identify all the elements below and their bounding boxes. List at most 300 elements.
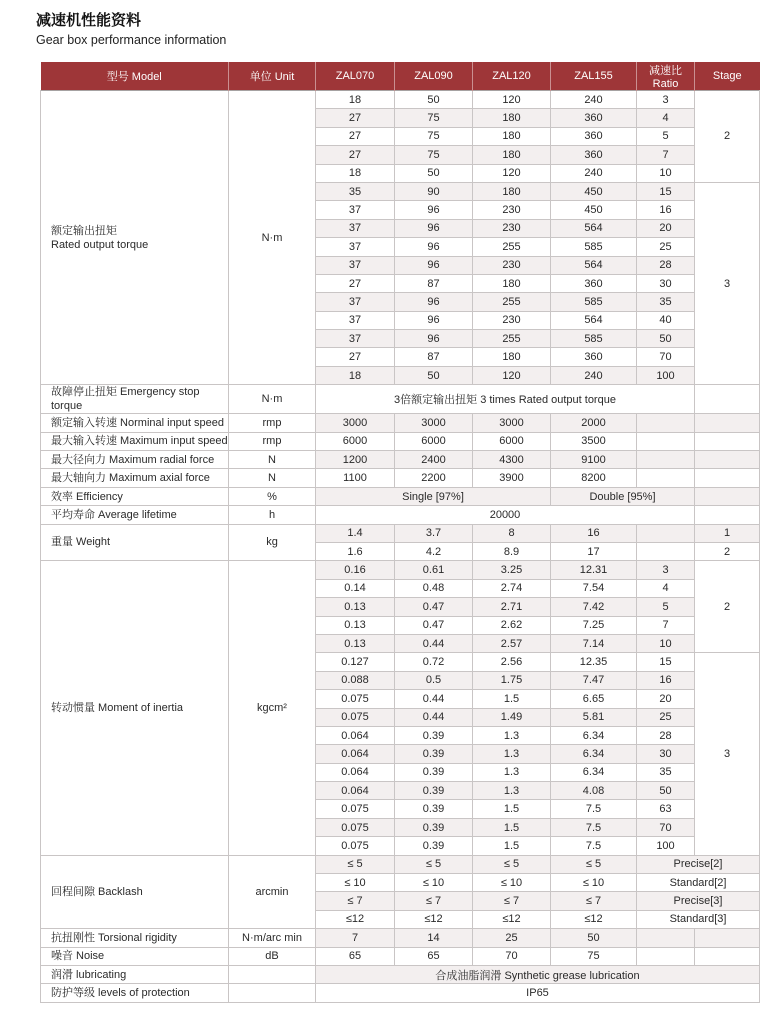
ratio-cell: 5: [637, 127, 695, 145]
table-row: [41, 965, 760, 983]
span-value-cell: IP65: [316, 984, 760, 1002]
row-label-weight: 重量 Weight: [41, 524, 229, 561]
ratio-cell: 20: [637, 219, 695, 237]
ratio-cell: 16: [637, 201, 695, 219]
span-value-cell: Double [95%]: [551, 487, 695, 505]
unit-cell-backlash: arcmin: [229, 855, 316, 929]
value-cell: 0.39: [395, 726, 473, 744]
value-cell: ≤ 5: [551, 855, 637, 873]
value-cell: 3500: [551, 432, 637, 450]
class-cell: Standard[3]: [637, 910, 760, 928]
value-cell: 0.39: [395, 763, 473, 781]
page-header: [0, 0, 780, 47]
value-cell: 27: [316, 127, 395, 145]
value-cell: 0.064: [316, 745, 395, 763]
value-cell: 0.075: [316, 800, 395, 818]
stage-cell: [695, 451, 760, 469]
value-cell: 35: [316, 182, 395, 200]
value-cell: 75: [395, 109, 473, 127]
value-cell: 180: [473, 274, 551, 292]
value-cell: 6.65: [551, 690, 637, 708]
value-cell: 75: [551, 947, 637, 965]
value-cell: 585: [551, 238, 637, 256]
page-subtitle: Gear box performance information: [36, 33, 227, 47]
value-cell: 4.2: [395, 542, 473, 560]
value-cell: 120: [473, 366, 551, 384]
value-cell: ≤ 10: [551, 874, 637, 892]
ratio-cell: 16: [637, 671, 695, 689]
row-label-moment-of-inertia: 转动惯量 Moment of inertia: [41, 561, 229, 855]
value-cell: 7.5: [551, 800, 637, 818]
value-cell: 0.064: [316, 782, 395, 800]
unit-cell-nominal-input-speed: rmp: [229, 414, 316, 432]
value-cell: 2.71: [473, 598, 551, 616]
value-cell: 1.4: [316, 524, 395, 542]
unit-cell-protection: [229, 984, 316, 1002]
spec-table-body: [41, 91, 760, 1003]
value-cell: 2.74: [473, 579, 551, 597]
table-row: [41, 91, 760, 109]
value-cell: 180: [473, 127, 551, 145]
value-cell: 65: [316, 947, 395, 965]
table-row: [41, 385, 760, 414]
value-cell: 0.48: [395, 579, 473, 597]
ratio-cell: 100: [637, 366, 695, 384]
stage-cell: [695, 414, 760, 432]
column-header-zal155: ZAL155: [551, 62, 637, 91]
value-cell: 1200: [316, 451, 395, 469]
stage-cell: 2: [695, 561, 760, 653]
value-cell: 7.54: [551, 579, 637, 597]
value-cell: 0.16: [316, 561, 395, 579]
table-row: [41, 432, 760, 450]
value-cell: ≤ 7: [395, 892, 473, 910]
ratio-cell: 20: [637, 690, 695, 708]
value-cell: 240: [551, 91, 637, 109]
value-cell: 96: [395, 330, 473, 348]
value-cell: 50: [551, 929, 637, 947]
value-cell: 450: [551, 182, 637, 200]
ratio-cell: [637, 432, 695, 450]
table-row: [41, 506, 760, 524]
ratio-cell: 10: [637, 164, 695, 182]
stage-cell: [695, 947, 760, 965]
value-cell: 0.39: [395, 837, 473, 855]
value-cell: 120: [473, 164, 551, 182]
table-row: [41, 451, 760, 469]
stage-cell: [695, 929, 760, 947]
row-label-lubricating: 润滑 lubricating: [41, 965, 229, 983]
table-row: [41, 855, 760, 873]
value-cell: 27: [316, 146, 395, 164]
unit-cell-efficiency: %: [229, 487, 316, 505]
unit-cell-max-input-speed: rmp: [229, 432, 316, 450]
stage-cell: [695, 506, 760, 524]
value-cell: 50: [395, 91, 473, 109]
value-cell: 27: [316, 274, 395, 292]
class-cell: Precise[2]: [637, 855, 760, 873]
row-label-noise: 噪音 Noise: [41, 947, 229, 965]
value-cell: 0.14: [316, 579, 395, 597]
value-cell: 96: [395, 219, 473, 237]
value-cell: 1.3: [473, 763, 551, 781]
row-label-nominal-input-speed: 额定输入转速 Norminal input speed: [41, 414, 229, 432]
value-cell: 8.9: [473, 542, 551, 560]
ratio-cell: 15: [637, 182, 695, 200]
row-label-protection: 防护等级 levels of protection: [41, 984, 229, 1002]
value-cell: ≤12: [551, 910, 637, 928]
unit-cell-weight: kg: [229, 524, 316, 561]
value-cell: 0.44: [395, 708, 473, 726]
value-cell: 90: [395, 182, 473, 200]
value-cell: 16: [551, 524, 637, 542]
value-cell: 1.3: [473, 745, 551, 763]
ratio-cell: 3: [637, 561, 695, 579]
value-cell: 1.5: [473, 818, 551, 836]
value-cell: 7.14: [551, 634, 637, 652]
unit-cell-emergency-stop-torque: N·m: [229, 385, 316, 414]
value-cell: 25: [473, 929, 551, 947]
table-row: [41, 984, 760, 1002]
value-cell: 5.81: [551, 708, 637, 726]
value-cell: 75: [395, 146, 473, 164]
table-row: [41, 929, 760, 947]
span-value-cell: 20000: [316, 506, 695, 524]
column-header-stage: Stage: [695, 62, 760, 91]
value-cell: 2000: [551, 414, 637, 432]
value-cell: 0.127: [316, 653, 395, 671]
value-cell: 3.25: [473, 561, 551, 579]
ratio-cell: 30: [637, 745, 695, 763]
value-cell: 0.13: [316, 634, 395, 652]
value-cell: 12.35: [551, 653, 637, 671]
value-cell: 3000: [316, 414, 395, 432]
value-cell: 360: [551, 146, 637, 164]
stage-cell: [695, 469, 760, 487]
value-cell: ≤ 10: [395, 874, 473, 892]
row-label-max-radial-force: 最大径向力 Maximum radial force: [41, 451, 229, 469]
span-value-cell: 合成油脂润滑 Synthetic grease lubrication: [316, 965, 760, 983]
ratio-cell: 30: [637, 274, 695, 292]
unit-cell-moment-of-inertia: kgcm²: [229, 561, 316, 855]
ratio-cell: [637, 929, 695, 947]
row-label-torsional-rigidity: 抗扭刚性 Torsional rigidity: [41, 929, 229, 947]
value-cell: 6000: [395, 432, 473, 450]
value-cell: 0.72: [395, 653, 473, 671]
value-cell: 2400: [395, 451, 473, 469]
ratio-cell: [637, 542, 695, 560]
unit-cell-lubricating: [229, 965, 316, 983]
value-cell: ≤ 7: [551, 892, 637, 910]
ratio-cell: [637, 524, 695, 542]
ratio-cell: [637, 469, 695, 487]
row-label-average-lifetime: 平均寿命 Average lifetime: [41, 506, 229, 524]
value-cell: 3.7: [395, 524, 473, 542]
value-cell: 0.47: [395, 616, 473, 634]
value-cell: 27: [316, 348, 395, 366]
value-cell: 180: [473, 146, 551, 164]
stage-cell: [695, 487, 760, 505]
value-cell: 0.075: [316, 818, 395, 836]
span-value-cell: 3倍额定输出扭矩 3 times Rated output torque: [316, 385, 695, 414]
value-cell: 96: [395, 311, 473, 329]
ratio-cell: 5: [637, 598, 695, 616]
value-cell: 18: [316, 91, 395, 109]
ratio-cell: 10: [637, 634, 695, 652]
value-cell: 564: [551, 219, 637, 237]
row-label-backlash: 回程间隙 Backlash: [41, 855, 229, 929]
row-label-max-input-speed: 最大输入转速 Maximum input speed: [41, 432, 229, 450]
ratio-cell: 70: [637, 818, 695, 836]
stage-cell: [695, 432, 760, 450]
value-cell: 255: [473, 330, 551, 348]
unit-cell-rated-output-torque: N·m: [229, 91, 316, 385]
value-cell: 96: [395, 238, 473, 256]
value-cell: 1.75: [473, 671, 551, 689]
value-cell: ≤ 5: [395, 855, 473, 873]
value-cell: 96: [395, 201, 473, 219]
stage-cell: 3: [695, 653, 760, 855]
value-cell: 180: [473, 182, 551, 200]
value-cell: 18: [316, 366, 395, 384]
value-cell: 0.075: [316, 708, 395, 726]
value-cell: ≤ 10: [473, 874, 551, 892]
value-cell: 180: [473, 109, 551, 127]
ratio-cell: 3: [637, 91, 695, 109]
ratio-cell: [637, 414, 695, 432]
value-cell: 2.56: [473, 653, 551, 671]
value-cell: 2200: [395, 469, 473, 487]
table-row: [41, 947, 760, 965]
value-cell: 360: [551, 274, 637, 292]
ratio-cell: [637, 451, 695, 469]
value-cell: 1.6: [316, 542, 395, 560]
value-cell: 50: [395, 164, 473, 182]
value-cell: 230: [473, 219, 551, 237]
value-cell: ≤ 5: [473, 855, 551, 873]
ratio-cell: 15: [637, 653, 695, 671]
ratio-cell: 4: [637, 109, 695, 127]
unit-cell-average-lifetime: h: [229, 506, 316, 524]
value-cell: 70: [473, 947, 551, 965]
value-cell: 0.39: [395, 818, 473, 836]
performance-table: [40, 62, 760, 1003]
value-cell: ≤ 5: [316, 855, 395, 873]
class-cell: Standard[2]: [637, 874, 760, 892]
row-label-rated-output-torque: 额定输出扭矩 Rated output torque: [41, 91, 229, 385]
ratio-cell: 28: [637, 256, 695, 274]
value-cell: 17: [551, 542, 637, 560]
value-cell: ≤ 7: [316, 892, 395, 910]
stage-cell: [695, 385, 760, 414]
column-header-model: 型号 Model: [41, 62, 229, 91]
value-cell: 2.62: [473, 616, 551, 634]
value-cell: 27: [316, 109, 395, 127]
value-cell: 0.13: [316, 616, 395, 634]
row-label-emergency-stop-torque: 故障停止扭矩 Emergency stop torque: [41, 385, 229, 414]
value-cell: 87: [395, 274, 473, 292]
unit-cell-torsional-rigidity: N·m/arc min: [229, 929, 316, 947]
unit-cell-max-axial-force: N: [229, 469, 316, 487]
value-cell: 37: [316, 201, 395, 219]
ratio-cell: [637, 947, 695, 965]
value-cell: 7.47: [551, 671, 637, 689]
ratio-cell: 7: [637, 616, 695, 634]
value-cell: 230: [473, 311, 551, 329]
value-cell: 240: [551, 366, 637, 384]
table-header-row: [41, 62, 760, 91]
value-cell: 1.3: [473, 782, 551, 800]
ratio-cell: 40: [637, 311, 695, 329]
value-cell: 2.57: [473, 634, 551, 652]
value-cell: 6.34: [551, 745, 637, 763]
column-header-zal070: ZAL070: [316, 62, 395, 91]
value-cell: 8: [473, 524, 551, 542]
value-cell: 585: [551, 293, 637, 311]
value-cell: 360: [551, 348, 637, 366]
value-cell: 1.5: [473, 837, 551, 855]
value-cell: 255: [473, 238, 551, 256]
value-cell: ≤ 10: [316, 874, 395, 892]
value-cell: 7.42: [551, 598, 637, 616]
value-cell: 230: [473, 256, 551, 274]
value-cell: 1100: [316, 469, 395, 487]
value-cell: 0.44: [395, 690, 473, 708]
value-cell: 0.075: [316, 837, 395, 855]
ratio-cell: 70: [637, 348, 695, 366]
value-cell: 3900: [473, 469, 551, 487]
ratio-cell: 35: [637, 293, 695, 311]
value-cell: 0.13: [316, 598, 395, 616]
value-cell: 0.39: [395, 800, 473, 818]
stage-cell: 2: [695, 91, 760, 183]
value-cell: 6.34: [551, 726, 637, 744]
value-cell: 180: [473, 348, 551, 366]
value-cell: ≤ 7: [473, 892, 551, 910]
value-cell: 18: [316, 164, 395, 182]
value-cell: 0.39: [395, 782, 473, 800]
value-cell: 4.08: [551, 782, 637, 800]
column-header-zal120: ZAL120: [473, 62, 551, 91]
unit-cell-max-radial-force: N: [229, 451, 316, 469]
value-cell: 37: [316, 330, 395, 348]
value-cell: 6000: [473, 432, 551, 450]
column-header-zal090: ZAL090: [395, 62, 473, 91]
value-cell: 360: [551, 109, 637, 127]
ratio-cell: 4: [637, 579, 695, 597]
row-label-max-axial-force: 最大轴向力 Maximum axial force: [41, 469, 229, 487]
value-cell: 564: [551, 256, 637, 274]
ratio-cell: 25: [637, 708, 695, 726]
value-cell: 96: [395, 256, 473, 274]
value-cell: 0.064: [316, 763, 395, 781]
value-cell: 450: [551, 201, 637, 219]
span-value-cell: Single [97%]: [316, 487, 551, 505]
value-cell: 0.075: [316, 690, 395, 708]
value-cell: 37: [316, 256, 395, 274]
column-header-ratio: 减速比 Ratio: [637, 62, 695, 91]
value-cell: 14: [395, 929, 473, 947]
value-cell: 1.49: [473, 708, 551, 726]
table-row: [41, 561, 760, 579]
table-row: [41, 469, 760, 487]
value-cell: 65: [395, 947, 473, 965]
value-cell: 1.5: [473, 690, 551, 708]
value-cell: 7.25: [551, 616, 637, 634]
value-cell: 96: [395, 293, 473, 311]
table-row: [41, 414, 760, 432]
ratio-cell: 63: [637, 800, 695, 818]
page-title: 减速机性能资料: [36, 12, 142, 29]
value-cell: 37: [316, 293, 395, 311]
value-cell: 0.5: [395, 671, 473, 689]
value-cell: 3000: [473, 414, 551, 432]
value-cell: ≤12: [473, 910, 551, 928]
value-cell: 9100: [551, 451, 637, 469]
value-cell: 3000: [395, 414, 473, 432]
ratio-cell: 35: [637, 763, 695, 781]
column-header-unit: 单位 Unit: [229, 62, 316, 91]
value-cell: 8200: [551, 469, 637, 487]
value-cell: 564: [551, 311, 637, 329]
stage-cell: 3: [695, 182, 760, 384]
value-cell: 12.31: [551, 561, 637, 579]
value-cell: 240: [551, 164, 637, 182]
stage-cell: 1: [695, 524, 760, 542]
value-cell: 7: [316, 929, 395, 947]
value-cell: 37: [316, 219, 395, 237]
value-cell: 4300: [473, 451, 551, 469]
value-cell: 37: [316, 311, 395, 329]
value-cell: 120: [473, 91, 551, 109]
value-cell: 1.5: [473, 800, 551, 818]
value-cell: ≤12: [395, 910, 473, 928]
unit-cell-noise: dB: [229, 947, 316, 965]
ratio-cell: 25: [637, 238, 695, 256]
value-cell: 87: [395, 348, 473, 366]
value-cell: 0.47: [395, 598, 473, 616]
ratio-cell: 50: [637, 782, 695, 800]
value-cell: 0.39: [395, 745, 473, 763]
value-cell: 75: [395, 127, 473, 145]
value-cell: 1.3: [473, 726, 551, 744]
stage-cell: 2: [695, 542, 760, 560]
value-cell: 585: [551, 330, 637, 348]
value-cell: 7.5: [551, 837, 637, 855]
value-cell: ≤12: [316, 910, 395, 928]
value-cell: 0.44: [395, 634, 473, 652]
ratio-cell: 7: [637, 146, 695, 164]
value-cell: 7.5: [551, 818, 637, 836]
value-cell: 0.61: [395, 561, 473, 579]
value-cell: 6.34: [551, 763, 637, 781]
value-cell: 37: [316, 238, 395, 256]
value-cell: 0.088: [316, 671, 395, 689]
ratio-cell: 100: [637, 837, 695, 855]
table-row: [41, 524, 760, 542]
row-label-efficiency: 效率 Efficiency: [41, 487, 229, 505]
value-cell: 6000: [316, 432, 395, 450]
ratio-cell: 50: [637, 330, 695, 348]
value-cell: 50: [395, 366, 473, 384]
value-cell: 255: [473, 293, 551, 311]
ratio-cell: 28: [637, 726, 695, 744]
value-cell: 360: [551, 127, 637, 145]
table-row: [41, 487, 760, 505]
value-cell: 0.064: [316, 726, 395, 744]
value-cell: 230: [473, 201, 551, 219]
class-cell: Precise[3]: [637, 892, 760, 910]
